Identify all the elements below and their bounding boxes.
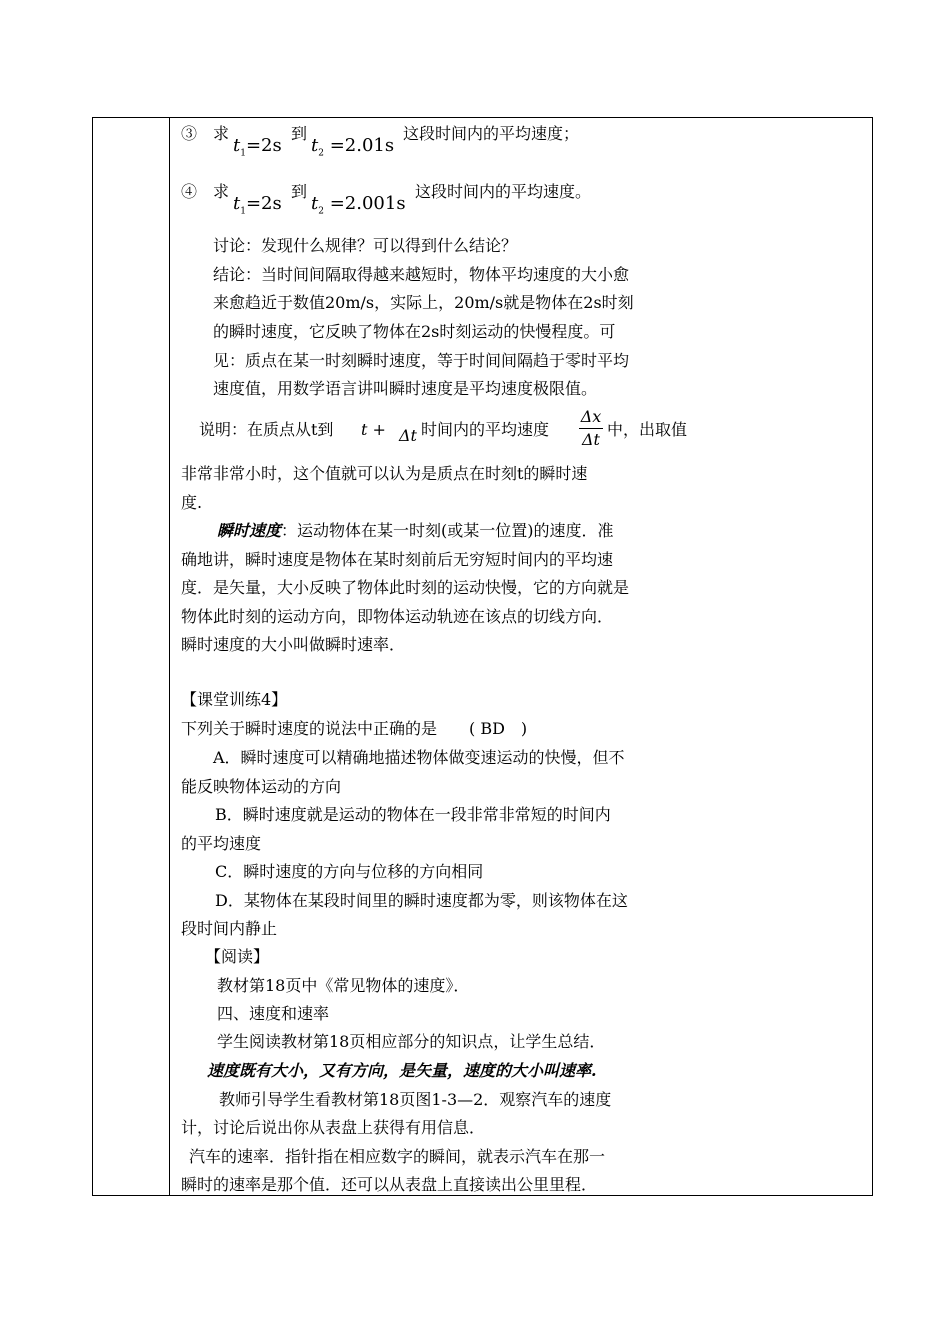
reading-line-4: 计，讨论后说出你从表盘上获得有用信息． [181,1118,486,1137]
q4-formula-t2: $t_2 =2.001s$ [311,193,406,217]
option-d-line-2: 段时间内静止 [181,919,278,938]
lesson-table [92,117,873,1196]
reading-line-2: 学生阅读教材第18页相应部分的知识点，让学生总结． [217,1032,606,1051]
option-b-line-2: 的平均速度 [181,834,262,853]
discussion-line-2: 结论：当时间间隔取得越来越短时，物体平均速度的大小愈 [213,265,630,284]
discussion-line-1: 讨论：发现什么规律？可以得到什么结论？ [213,236,518,255]
q4-tail: 这段时间内的平均速度。 [415,182,592,201]
average-velocity-fraction [579,408,603,449]
reading-line-3: 教师引导学生看教材第18页图1-3—2．观察汽车的速度 [219,1090,612,1109]
fraction-bar [579,428,603,429]
explain-middle: 时间内的平均速度 [421,420,550,439]
definition-line-1: 瞬时速度：运动物体在某一时刻(或某一位置)的速度．准 [217,521,614,540]
q3-formula-t2: $t_2 =2.01s$ [311,135,395,159]
q3-formula-t1: $t_1=2s$ [233,135,282,159]
option-b-line-1: B．瞬时速度就是运动的物体在一段非常非常短的时间内 [215,805,611,824]
reading-title: 【阅读】 [205,947,270,966]
discussion-line-4: 的瞬时速度，它反映了物体在2s时刻运动的快慢程度。可 [213,322,616,341]
option-c-line-1: C．瞬时速度的方向与位移的方向相同 [215,862,484,881]
q4-to: 到 [291,182,308,201]
reading-emphasis: 速度既有大小，又有方向，是矢量，速度的大小叫速率. [207,1061,597,1080]
reading-line-6: 瞬时的速率是那个值．还可以从表盘上直接读出公里里程． [181,1175,598,1194]
q4-formula-t1: $t_1=2s$ [233,193,282,217]
fraction-numerator: Δx [580,407,602,426]
definition-line-4: 物体此时刻的运动方向，即物体运动轨迹在该点的切线方向． [181,607,614,626]
option-d-line-1: D．某物体在某段时间里的瞬时速度都为零，则该物体在这 [215,891,628,910]
explain-line-2: 非常非常小时，这个值就可以认为是质点在时刻t的瞬时速 [181,464,588,483]
option-a-line-2: 能反映物体运动的方向 [181,777,342,796]
q3-to: 到 [291,124,308,143]
reading-line-5: 汽车的速率．指针指在相应数字的瞬间，就表示汽车在那一 [189,1147,606,1166]
column-divider [169,118,170,1195]
definition-line-3: 度．是矢量，大小反映了物体此时刻的运动快慢，它的方向就是 [181,578,630,597]
explain-prefix: 说明：在质点从t到 [199,420,334,439]
discussion-line-6: 速度值，用数学语言讲叫瞬时速度是平均速度极限值。 [213,379,598,398]
fraction-denominator: Δt [582,430,600,449]
discussion-line-5: 见：质点在某一时刻瞬时速度，等于时间间隔趋于零时平均 [213,351,630,370]
section-heading: 四、速度和速率 [217,1004,330,1023]
explain-suffix: 中，出取值 [607,420,688,439]
definition-term: 瞬时速度 [217,521,282,540]
discussion-line-3: 来愈趋近于数值20m/s，实际上，20m/s就是物体在2s时刻 [213,293,634,312]
reading-line-1: 教材第18页中《常见物体的速度》． [217,976,470,995]
q3-tail: 这段时间内的平均速度； [403,124,580,143]
exercise-question: 下列关于瞬时速度的说法中正确的是 ( BD ) [181,719,528,738]
exercise-title: 【课堂训练4】 [181,690,288,709]
definition-line-5: 瞬时速度的大小叫做瞬时速率． [181,635,406,654]
option-a-line-1: A．瞬时速度可以精确地描述物体做变速运动的快慢，但不 [213,748,625,767]
explain-line-3: 度. [181,493,203,512]
q4-marker: ④ 求 [181,182,230,201]
q3-marker: ③ 求 [181,124,230,143]
explain-dt: Δt [399,426,417,445]
definition-line-2: 确地讲，瞬时速度是物体在某时刻前后无穷短时间内的平均速 [181,550,614,569]
explain-tplus: t + [361,420,386,439]
